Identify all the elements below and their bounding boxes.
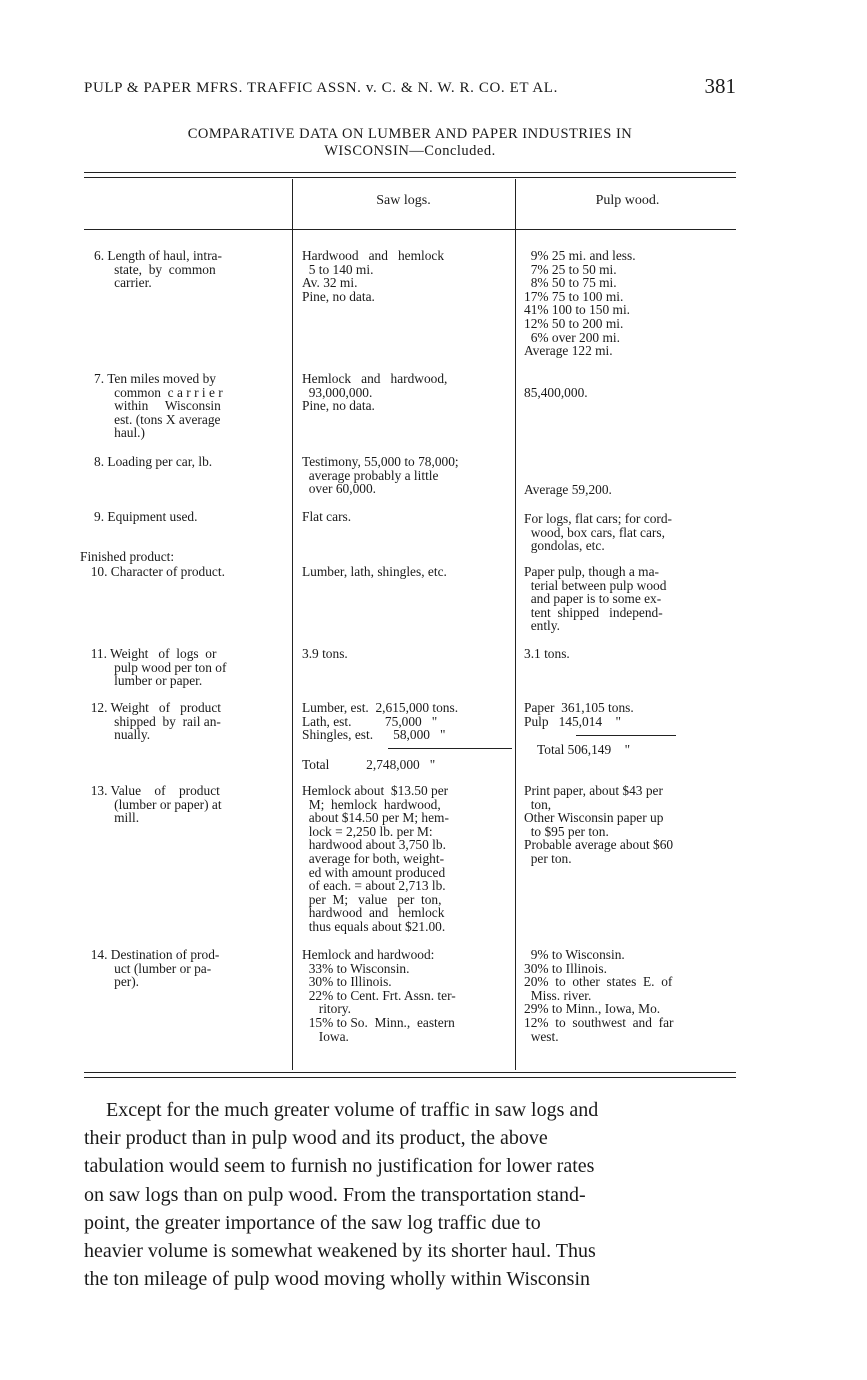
row-12-saw-logs: Lumber, est. 2,615,000 tons. Lath, est. 75,000 " Shingles, est. 58,000 " <box>302 700 459 743</box>
running-head: PULP & PAPER MFRS. TRAFFIC ASSN. v. C. & N. W. R. CO. ET AL. <box>84 80 558 96</box>
column-divider-1 <box>292 179 293 1070</box>
row-12-label: 12. Weight of product shipped by rail an- nually. <box>90 700 222 743</box>
paragraph-line-7: the ton mileage of pulp wood moving wholly within Wisconsin <box>84 1268 591 1291</box>
row-14-pulp-wood: 9% to Wisconsin. 30% to Illinois. 20% to other states E. of Miss. river. 29% to Minn., Iowa, Mo. 12% to southwest and far west. <box>524 947 674 1044</box>
table-top-rule-2 <box>84 177 736 178</box>
row-11-saw-logs: 3.9 tons. <box>302 646 348 661</box>
row-12-saw-total: Total 2,748,000 " <box>302 757 436 772</box>
row-8-saw-logs: Testimony, 55,000 to 78,000; average probably a little over 60,000. <box>302 454 459 497</box>
row-9-label: 9. Equipment used. <box>84 509 198 524</box>
row-7-saw-logs: Hemlock and hardwood, 93,000,000. Pine, no data. <box>302 371 448 414</box>
page-header <box>84 74 736 102</box>
page-number: 381 <box>704 74 736 98</box>
table-bottom-rule-2 <box>84 1077 736 1078</box>
row-6-label: 6. Length of haul, intra- state, by common carrier. <box>94 248 222 291</box>
body-paragraph <box>84 1096 738 1293</box>
row-13-pulp-wood: Print paper, about $43 per ton, Other Wisconsin paper up to $95 per ton. Probable average about $60 per ton. <box>524 783 674 866</box>
table-title-line-1: COMPARATIVE DATA ON LUMBER AND PAPER INDUSTRIES IN <box>187 126 633 142</box>
table-title <box>100 126 720 160</box>
row-8-label: 8. Loading per car, lb. <box>84 454 213 469</box>
paragraph-line-1: Except for the much greater volume of traffic in saw logs and <box>106 1099 599 1121</box>
row-9-pulp-wood: For logs, flat cars; for cord- wood, box cars, flat cars, gondolas, etc. <box>524 511 672 554</box>
table-title-line-2: WISCONSIN—Concluded. <box>324 143 496 159</box>
row-10-saw-logs: Lumber, lath, shingles, etc. <box>302 564 447 579</box>
column-heading-pulp-wood: Pulp wood. <box>595 193 660 208</box>
row-7-label: 7. Ten miles moved by common c a r r i e r within Wisconsin est. (tons X average haul.) <box>94 371 223 441</box>
row-11-pulp-wood: 3.1 tons. <box>524 646 570 661</box>
finished-product-heading: Finished product: <box>80 549 175 564</box>
row-13-saw-logs: Hemlock about $13.50 per M; hemlock hardwood, about $14.50 per M; hem- lock = 2,250 lb. per M: hardwood about 3,750 lb. average for both, weight- ed with amount produced of each. = about 2,713 lb. per M; value per ton, hardwood and hemlock thus equals about $21.00. <box>302 783 449 934</box>
paragraph-line-3: tabulation would seem to furnish no justification for lower rates <box>84 1155 595 1178</box>
row-12-pulp-total: Total 506,149 " <box>537 742 631 757</box>
row-6-saw-logs: Hardwood and hemlock 5 to 140 mi. Av. 32 mi. Pine, no data. <box>302 248 445 304</box>
column-heading-saw-logs: Saw logs. <box>376 193 431 208</box>
row-6-pulp-wood: 9% 25 mi. and less. 7% 25 to 50 mi. 8% 50 to 75 mi. 17% 75 to 100 mi. 41% 100 to 150 mi. 12% 50 to 200 mi. 6% over 200 mi. Average 122 mi. <box>524 248 636 359</box>
paragraph-line-4: on saw logs than on pulp wood. From the transportation stand- <box>84 1183 586 1206</box>
paragraph-line-2: their product than in pulp wood and its product, the above <box>84 1127 548 1150</box>
table-top-rule <box>84 172 736 173</box>
row-9-saw-logs: Flat cars. <box>302 509 352 524</box>
header-bottom-rule <box>84 229 736 230</box>
paragraph-line-5: point, the greater importance of the saw log traffic due to <box>84 1211 541 1234</box>
row-12-pulp-wood: Paper 361,105 tons. Pulp 145,014 " <box>524 700 634 729</box>
row-8-pulp-wood: Average 59,200. <box>524 482 612 497</box>
row-10-label: 10. Character of product. <box>84 564 225 579</box>
row-10-pulp-wood: Paper pulp, though a ma- terial between pulp wood and paper is to some ex- tent shipped independ- ently. <box>524 564 667 634</box>
row-13-label: 13. Value of product (lumber or paper) at mill. <box>90 783 222 826</box>
column-divider-2 <box>515 179 516 1070</box>
paragraph-line-6: heavier volume is somewhat weakened by its shorter haul. Thus <box>84 1240 596 1263</box>
row-12-saw-sum-rule <box>388 748 512 749</box>
row-11-label: 11. Weight of logs or pulp wood per ton of lumber or paper. <box>90 646 227 689</box>
row-12-pulp-sum-rule <box>576 735 676 736</box>
row-14-label: 14. Destination of prod- uct (lumber or pa- per). <box>90 947 220 990</box>
table-bottom-rule <box>84 1072 736 1073</box>
row-14-saw-logs: Hemlock and hardwood: 33% to Wisconsin. 30% to Illinois. 22% to Cent. Frt. Assn. ter- ritory. 15% to So. Minn., eastern Iowa. <box>302 947 456 1044</box>
row-7-pulp-wood: 85,400,000. <box>524 385 588 400</box>
